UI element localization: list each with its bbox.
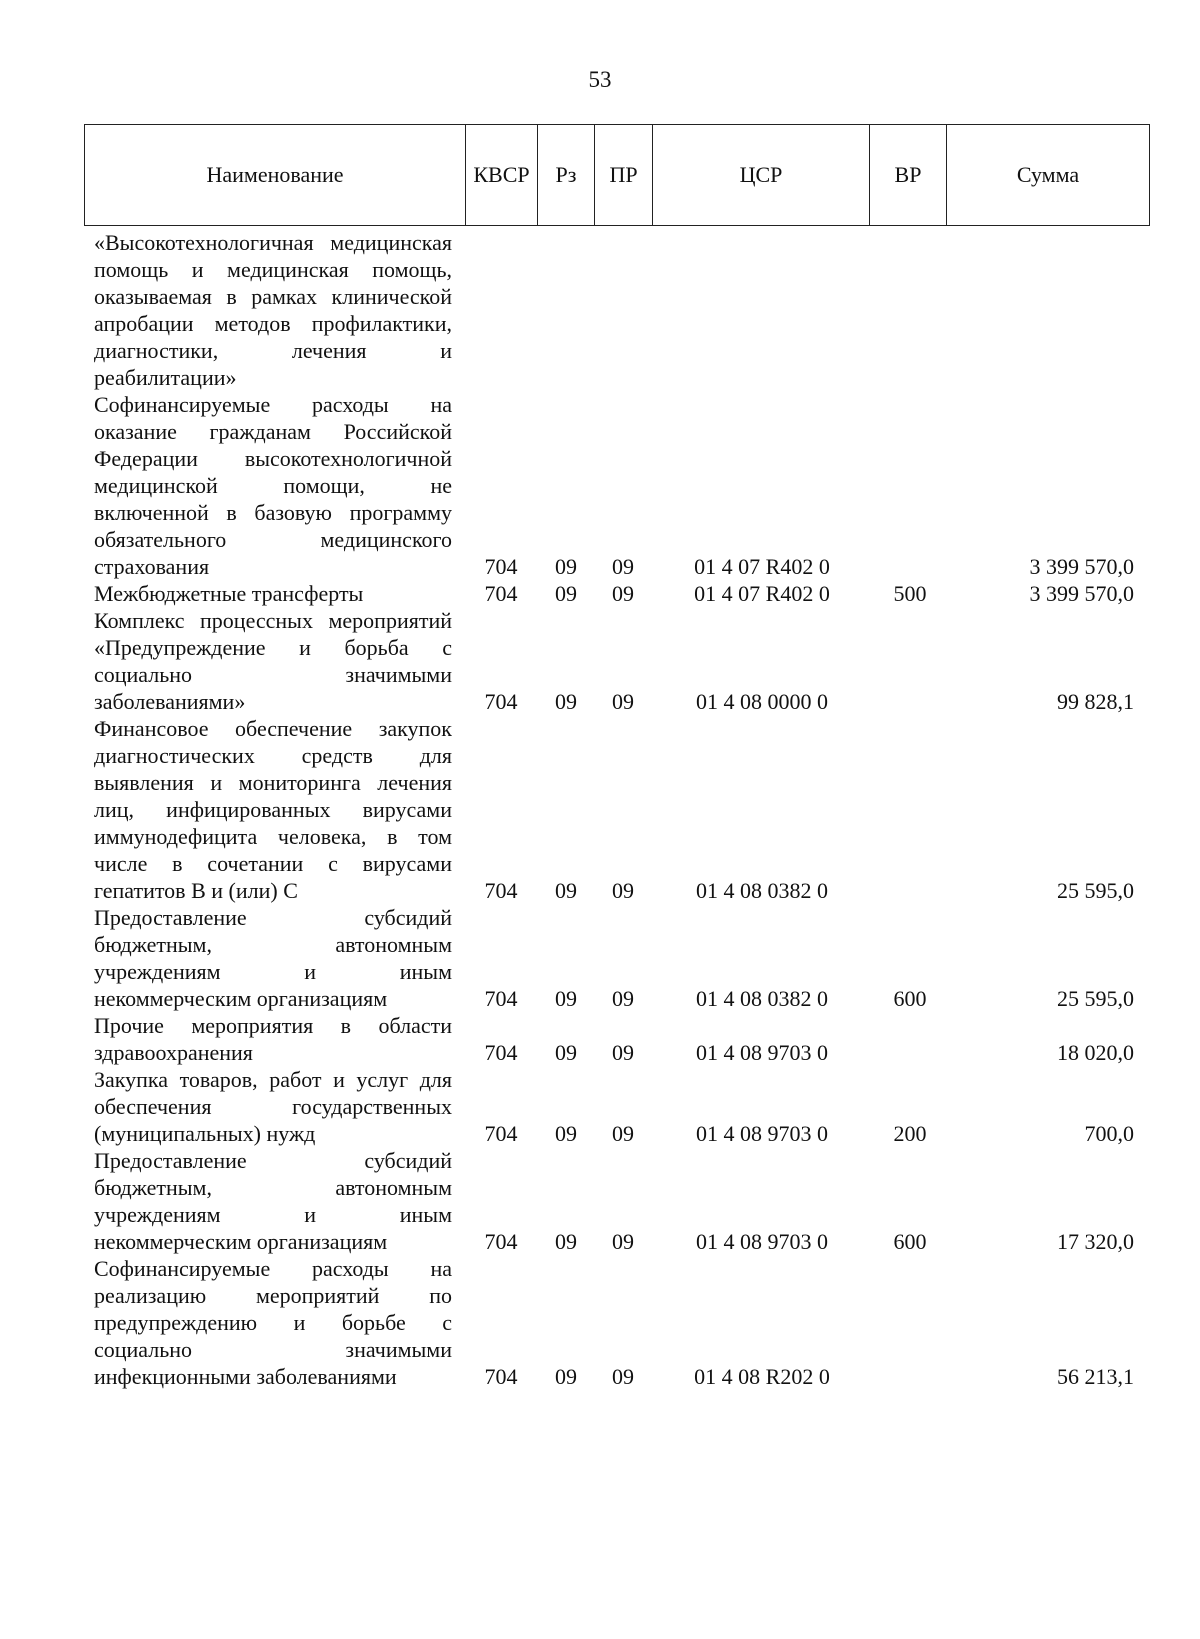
row-name: Финансовое обеспечение закупок диагностических средств для выявления и мониторинга лечения лиц, инфицированных вирусами иммунодефицита человека, в том числе в сочетании с вирусами гепатитов В и (или) С bbox=[94, 716, 452, 903]
row-csr: 01 4 07 R402 0 bbox=[694, 554, 830, 579]
row-csr: 01 4 08 0382 0 bbox=[696, 878, 828, 903]
row-rz: 09 bbox=[555, 1364, 577, 1389]
row-pr: 09 bbox=[612, 689, 634, 714]
row-rz: 09 bbox=[555, 1229, 577, 1254]
row-sum: 25 595,0 bbox=[1057, 986, 1134, 1011]
page-number: 53 bbox=[588, 67, 612, 92]
row-pr: 09 bbox=[612, 986, 634, 1011]
row-kvsr: 704 bbox=[484, 878, 518, 903]
row-name: «Высокотехнологичная медицинская помощь и медицинская помощь, оказываемая в рамках клинической апробации методов профилактики, диагностики, лечения и реабилитации» bbox=[94, 230, 452, 390]
table-row bbox=[94, 391, 1134, 580]
header-csr: ЦСР bbox=[652, 125, 869, 225]
row-pr: 09 bbox=[612, 1364, 634, 1389]
row-kvsr: 704 bbox=[484, 1364, 518, 1389]
row-sum: 18 020,0 bbox=[1057, 1040, 1134, 1065]
header-vr: ВР bbox=[869, 125, 946, 225]
header-rz: Рз bbox=[537, 125, 594, 225]
row-sum: 17 320,0 bbox=[1057, 1229, 1134, 1254]
row-pr: 09 bbox=[612, 1040, 634, 1065]
row-name: Софинансируемые расходы на реализацию мероприятий по предупреждению и борьбе с социально значимыми инфекционными заболеваниями bbox=[94, 1256, 452, 1389]
row-kvsr: 704 bbox=[484, 986, 518, 1011]
table-row bbox=[94, 715, 1134, 904]
row-name: Прочие мероприятия в области здравоохранения bbox=[94, 1013, 452, 1065]
row-kvsr: 704 bbox=[484, 1229, 518, 1254]
row-sum: 3 399 570,0 bbox=[1029, 581, 1134, 606]
row-csr: 01 4 08 9703 0 bbox=[696, 1229, 828, 1254]
row-pr: 09 bbox=[612, 1121, 634, 1146]
row-name: Закупка товаров, работ и услуг для обеспечения государственных (муниципальных) нужд bbox=[94, 1067, 452, 1146]
row-rz: 09 bbox=[555, 986, 577, 1011]
table-row bbox=[94, 1255, 1134, 1390]
row-csr: 01 4 08 0000 0 bbox=[696, 689, 828, 714]
table-body bbox=[94, 229, 1134, 1390]
header-sum: Сумма bbox=[946, 125, 1149, 225]
row-csr: 01 4 08 9703 0 bbox=[696, 1121, 828, 1146]
row-sum: 700,0 bbox=[1084, 1121, 1134, 1146]
row-pr: 09 bbox=[612, 878, 634, 903]
row-rz: 09 bbox=[555, 581, 577, 606]
row-csr: 01 4 08 0382 0 bbox=[696, 986, 828, 1011]
row-vr: 600 bbox=[893, 1229, 927, 1254]
row-name: Предоставление субсидий бюджетным, автономным учреждениям и иным некоммерческим организациям bbox=[94, 905, 452, 1011]
row-csr: 01 4 07 R402 0 bbox=[694, 581, 830, 606]
row-csr: 01 4 08 R202 0 bbox=[694, 1364, 830, 1389]
table-row bbox=[94, 1147, 1134, 1255]
row-name: Комплекс процессных мероприятий «Предупреждение и борьба с социально значимыми заболеваниями» bbox=[94, 608, 452, 714]
row-sum: 99 828,1 bbox=[1057, 689, 1134, 714]
table-row bbox=[94, 1066, 1134, 1147]
row-kvsr: 704 bbox=[484, 554, 518, 579]
row-sum: 3 399 570,0 bbox=[1029, 554, 1134, 579]
row-kvsr: 704 bbox=[484, 689, 518, 714]
row-rz: 09 bbox=[555, 1040, 577, 1065]
header-kvsr: КВСР bbox=[465, 125, 537, 225]
row-name: Софинансируемые расходы на оказание гражданам Российской Федерации высокотехнологичной медицинской помощи, не включенной в базовую программу обязательного медицинского страхования bbox=[94, 392, 452, 579]
header-name: Наименование bbox=[206, 162, 344, 187]
row-pr: 09 bbox=[612, 1229, 634, 1254]
row-vr: 200 bbox=[893, 1121, 927, 1146]
table-row bbox=[94, 607, 1134, 715]
table-row bbox=[94, 580, 1134, 607]
row-rz: 09 bbox=[555, 1121, 577, 1146]
row-rz: 09 bbox=[555, 689, 577, 714]
table-header bbox=[84, 124, 1150, 226]
table-row bbox=[94, 229, 1134, 391]
table-row bbox=[94, 1012, 1134, 1066]
row-kvsr: 704 bbox=[484, 1040, 518, 1065]
row-pr: 09 bbox=[612, 581, 634, 606]
row-kvsr: 704 bbox=[484, 581, 518, 606]
row-csr: 01 4 08 9703 0 bbox=[696, 1040, 828, 1065]
row-rz: 09 bbox=[555, 878, 577, 903]
table-row bbox=[94, 904, 1134, 1012]
row-kvsr: 704 bbox=[484, 1121, 518, 1146]
row-pr: 09 bbox=[612, 554, 634, 579]
row-sum: 25 595,0 bbox=[1057, 878, 1134, 903]
header-pr: ПР bbox=[594, 125, 652, 225]
row-name: Межбюджетные трансферты bbox=[94, 581, 364, 606]
row-sum: 56 213,1 bbox=[1057, 1364, 1134, 1389]
row-name: Предоставление субсидий бюджетным, автономным учреждениям и иным некоммерческим организациям bbox=[94, 1148, 452, 1254]
row-vr: 500 bbox=[893, 581, 927, 606]
row-vr: 600 bbox=[893, 986, 927, 1011]
row-rz: 09 bbox=[555, 554, 577, 579]
